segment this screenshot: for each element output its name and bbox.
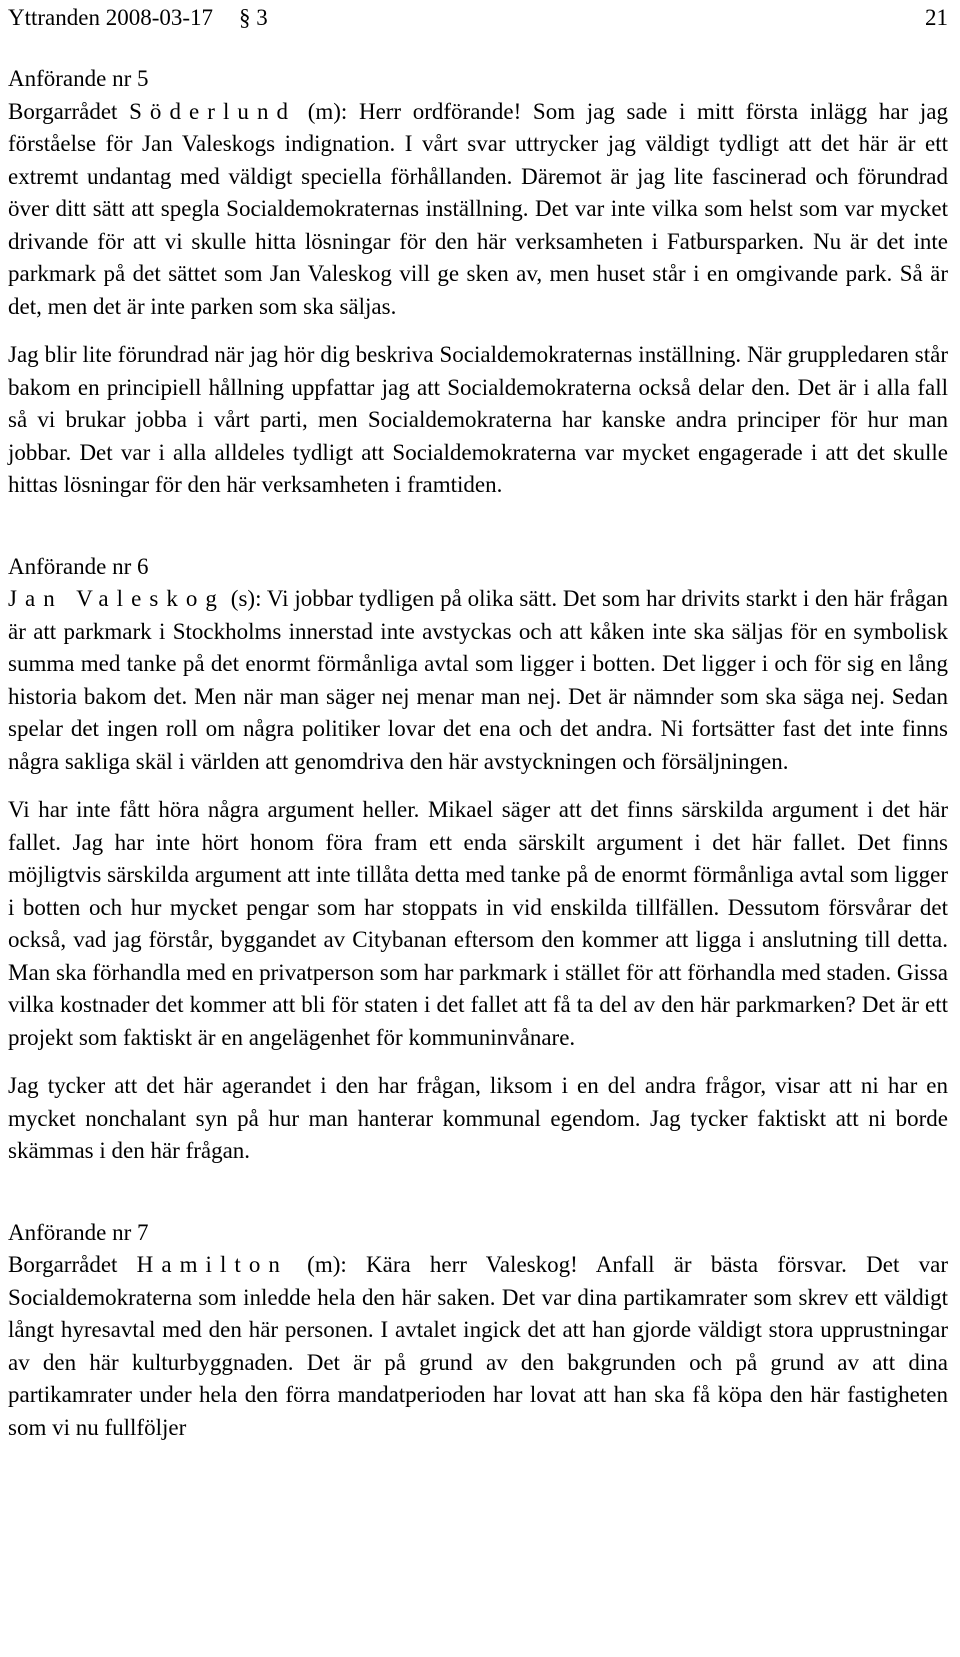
speaker-name: Jan Valeskog <box>8 586 225 611</box>
page-number: 21 <box>925 5 948 30</box>
speech-6 <box>8 551 948 1168</box>
speaker-name: Söderlund <box>129 98 297 124</box>
speech-paragraph: Jag tycker att det här agerandet i den har frågan, liksom i en del andra frågor, visar att ni har en mycket nonchalant syn på hur man hanterar kommunal egendom. Jag tycker faktiskt att ni borde skämmas i den här frågan. <box>8 1073 948 1163</box>
paragraph-text: Kära herr Valeskog! Anfall är bästa försvar. Det var Socialdemokraterna som inledde hela den här saken. Det var dina partikamrater som skrev ett väldigt långt hyresavtal med den här personen. I avtalet ingick det att han gjorde väldigt stora upprustningar av den här kulturbyggnaden. Det är på grund av den bakgrunden och på grund av att dina partikamrater under hela den förra mandatperioden har lovat att han ska få köpa den här fastigheten som vi nu fullföljer <box>8 1252 948 1440</box>
speech-paragraph <box>8 96 948 324</box>
speech-5 <box>8 63 948 502</box>
speaker-role: Borgarrådet <box>8 1252 137 1277</box>
speech-paragraph <box>8 583 948 778</box>
header-left <box>8 2 268 34</box>
party-suffix: (m): <box>287 1252 367 1277</box>
running-header <box>8 2 948 34</box>
speaker-role: Borgarrådet <box>8 98 130 124</box>
speech-paragraph: Vi har inte fått höra några argument heller. Mikael säger att det finns särskilda argument i det här fallet. Jag har inte hört honom föra fram ett enda särskilt argument i det här fallet. Det finns möjligtvis särskilda argument att inte tillåta detta med tanke på de enormt förmånliga avtal som ligger i botten och hur mycket pengar som har stoppats in vid enskilda tillfällen. Dessutom försvårar det också, vad jag förstår, byggandet av Citybanan eftersom den kommer att ligga i anslutning till detta. Man ska förhandla med en privatperson som har parkmark i stället för att förhandla med staden. Gissa vilka kostnader det kommer att bli för staten i det fallet att få ta del av den här parkmarken? Det är ett projekt som faktiskt är en angelägenhet för kommuninvånare. <box>8 797 948 1050</box>
section-spacer <box>8 1168 948 1217</box>
speech-7 <box>8 1217 948 1445</box>
section-symbol: § <box>239 5 251 30</box>
paragraph-text: Herr ordförande! Som jag sade i mitt första inlägg har jag förståelse för Jan Valeskogs indignation. I vårt svar uttrycker jag väldigt tydligt att det här är ett extremt undantag med väldigt speciella förhållanden. Däremot är jag lite fascinerad och förundrad över ditt sätt att spegla Socialdemokraternas inställning. Det var inte vilka som helst som var mycket drivande för att vi skulle hitta lösningar för den här verksamheten i Fatbursparken. Nu är det inte parkmark på det sättet som Jan Valeskog vill ge sken av, men huset står i en omgivande park. Så är det, men det är inte parken som ska säljas. <box>8 98 948 319</box>
section-number: 3 <box>256 5 268 30</box>
speech-title: Anförande nr 6 <box>8 553 149 579</box>
speech-paragraph: Jag blir lite förundrad när jag hör dig beskriva Socialdemokraternas inställning. När gruppledaren står bakom en principiell hållning uppfattar jag att Socialdemokraterna också delar den. Det är i alla fall så vi brukar jobba i vårt parti, men Socialdemokraterna har kanske andra principer för hur man jobbar. Det var i alla alldeles tydligt att Socialdemokraterna var mycket engagerade i att det skulle hittas lösningar för den här verksamheten i framtiden. <box>8 342 948 497</box>
speech-title: Anförande nr 7 <box>8 1219 149 1245</box>
speaker-name: Hamilton <box>136 1252 288 1277</box>
publication-date-title: Yttranden 2008-03-17 <box>8 5 214 30</box>
speech-title: Anförande nr 5 <box>8 66 149 91</box>
section-spacer <box>8 502 948 551</box>
paragraph-text: Vi jobbar tydligen på olika sätt. Det som har drivits starkt i den här frågan är att parkmark i Stockholms innerstad inte avstyckas och att kåken inte ska säljas för en symbolisk summa med tanke på det enormt förmånliga avtal som ligger i botten. Det ligger i och för sig en lång historia bakom det. Men när man säger nej menar man nej. Det är nämnder som ska säga nej. Sedan spelar det ingen roll om några politiker lovar det ena och det andra. Ni fortsätter fast det inte finns några sakliga skäl i världen att genomdriva den här avstyckningen och försäljningen. <box>8 586 948 774</box>
party-suffix: (m): <box>296 98 359 124</box>
speech-paragraph <box>8 1249 948 1444</box>
party-suffix: (s): <box>224 586 267 611</box>
